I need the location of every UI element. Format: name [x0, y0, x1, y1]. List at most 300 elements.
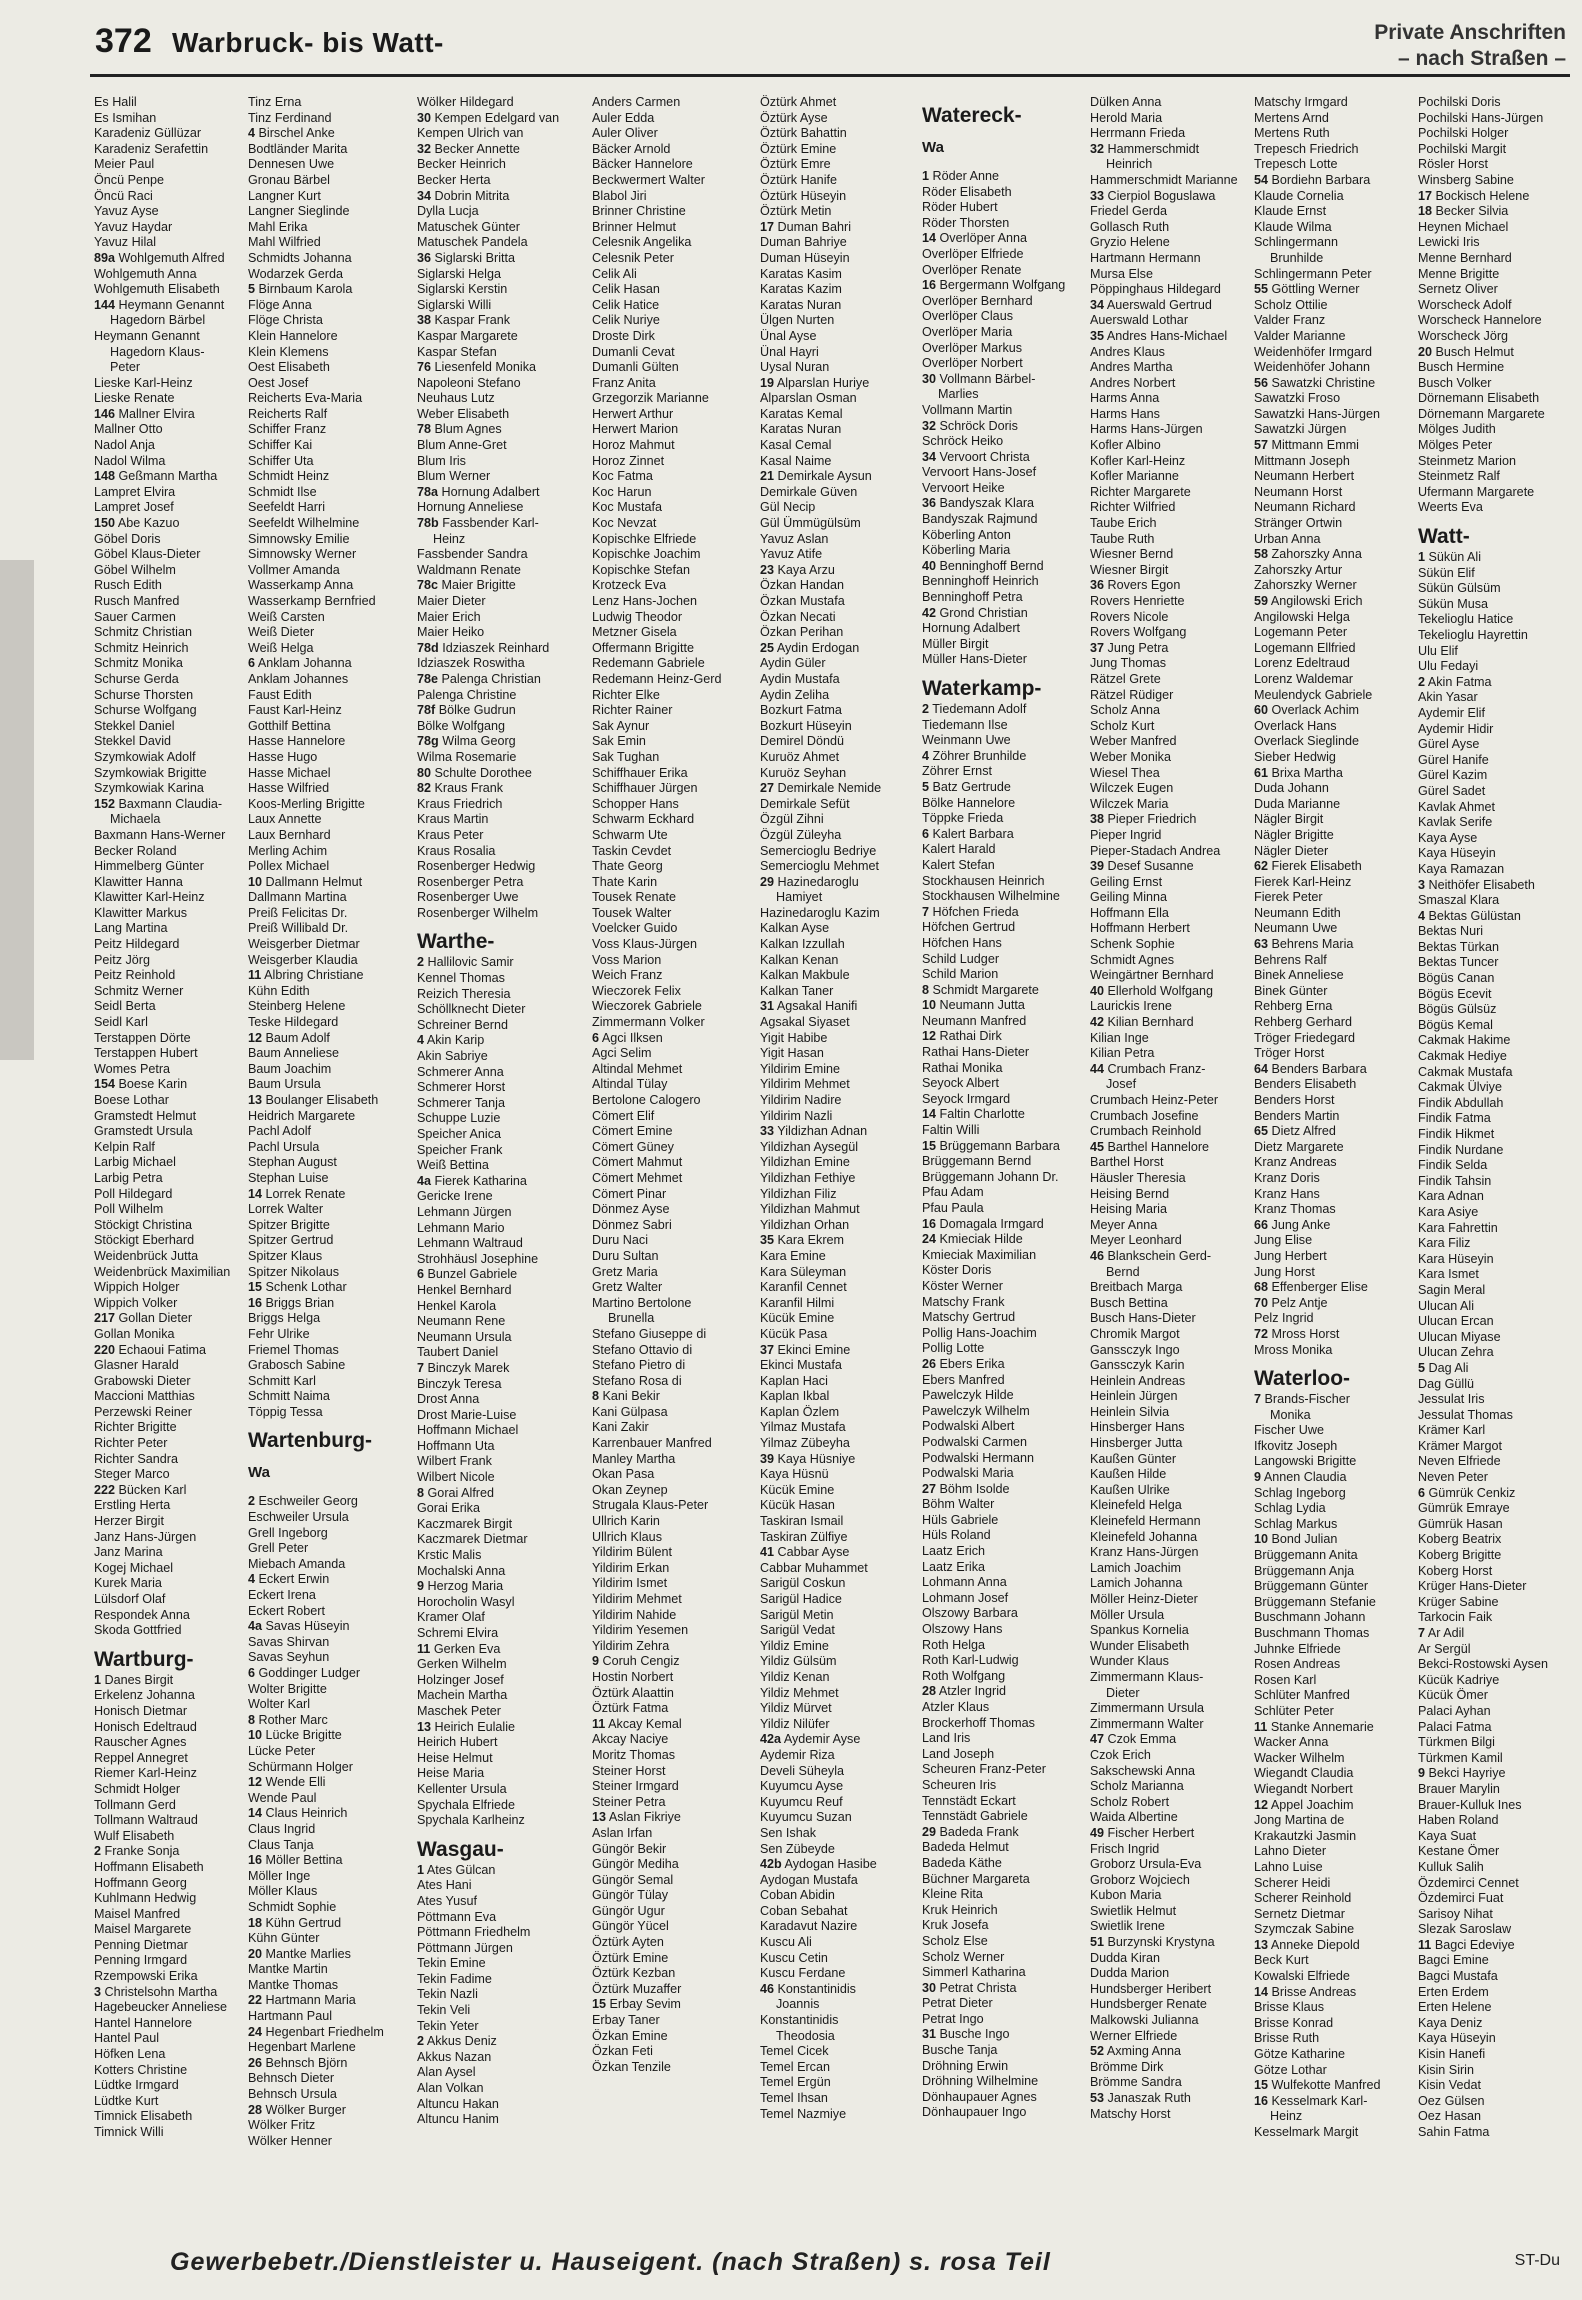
resident-name: Yildiz Kenan: [760, 1669, 830, 1684]
resident-name: Wilbert Frank: [417, 1454, 492, 1469]
directory-entry: [417, 797, 585, 813]
resident-name: Danes Birgit: [104, 1672, 174, 1687]
resident-name: Siglarski Willi: [417, 297, 492, 312]
resident-name: Sauer Carmen: [94, 609, 176, 624]
resident-name: Pöttmann Jürgen: [417, 1940, 513, 1955]
resident-name: Hundsberger Renate: [1090, 1997, 1207, 2012]
resident-name: Kalkan Taner: [760, 983, 834, 998]
resident-name: Spitzer Klaus: [248, 1248, 323, 1263]
resident-name: Grzegorzik Marianne: [592, 391, 709, 406]
directory-entry: [248, 2040, 408, 2056]
resident-name: Cabbar Ayse: [777, 1545, 850, 1560]
resident-name: Matuschek Günter: [417, 219, 520, 234]
resident-name: Bernd: [1106, 1264, 1140, 1279]
directory-entry: [1418, 1392, 1576, 1408]
resident-name: Bögüs Gülsüz: [1418, 1002, 1497, 1017]
directory-entry: [1418, 1735, 1576, 1751]
resident-name: Duman Bahri: [777, 219, 852, 234]
resident-name: Brockerhoff Thomas: [922, 1715, 1035, 1730]
resident-name: Binek Günter: [1254, 983, 1328, 998]
resident-name: Overlöper Markus: [922, 340, 1023, 355]
directory-entry: [1418, 345, 1576, 361]
directory-entry: [1090, 251, 1250, 267]
house-number: 32: [1090, 141, 1105, 156]
directory-entry: [94, 1498, 242, 1514]
directory-entry: [248, 2134, 408, 2150]
resident-name: Kilian Bernhard: [1107, 1015, 1194, 1030]
resident-name: Sarigül Vedat: [760, 1623, 835, 1638]
resident-name: Stefano Ottavio di: [592, 1342, 693, 1357]
resident-name: Gericke Irene: [417, 1189, 493, 1204]
directory-entry: [94, 485, 242, 501]
directory-entry: [248, 656, 408, 672]
resident-name: Cakmak Hediye: [1418, 1049, 1507, 1064]
resident-name: Ulucan Zehra: [1418, 1345, 1494, 1360]
resident-name: Schwarm Ute: [592, 827, 668, 842]
directory-entry: [1254, 594, 1414, 610]
resident-name: Richter Sandra: [94, 1451, 178, 1466]
resident-name: Land Iris: [922, 1731, 971, 1746]
house-number: 44: [1090, 1061, 1105, 1076]
directory-entry: [417, 2065, 585, 2081]
directory-entry: [760, 1919, 918, 1935]
resident-name: Demirel Döndü: [760, 734, 844, 749]
directory-entry: [1090, 516, 1250, 532]
resident-name: Oez Hasan: [1418, 2109, 1481, 2124]
directory-entry: [248, 2009, 408, 2025]
resident-name: Peitz Jörg: [94, 952, 150, 967]
house-number: 25: [760, 640, 775, 655]
directory-entry: [760, 1935, 918, 1951]
directory-entry: [760, 906, 918, 922]
resident-name: Kuyumcu Reuf: [760, 1794, 843, 1809]
resident-name: Janz Hans-Jürgen: [94, 1529, 197, 1544]
directory-entry: [922, 1404, 1085, 1420]
resident-name: Schröck Heiko: [922, 434, 1004, 449]
resident-name: Duman Hüseyin: [760, 250, 850, 265]
directory-entry: [1090, 1966, 1250, 1982]
directory-entry: [592, 672, 754, 688]
house-number: 4a: [248, 1619, 263, 1634]
resident-name: Hasse Hannelore: [248, 734, 346, 749]
resident-name: Ünal Hayri: [760, 344, 819, 359]
directory-entry: [1090, 1187, 1250, 1203]
resident-name: Seefeldt Harri: [248, 500, 325, 515]
resident-name: Schmidt Holger: [94, 1781, 181, 1796]
resident-name: Urban Anna: [1254, 531, 1321, 546]
resident-name: Öztürk Fatma: [592, 1701, 669, 1716]
resident-name: Wippich Holger: [94, 1280, 180, 1295]
resident-name: Bögüs Kemal: [1418, 1017, 1493, 1032]
directory-entry: [922, 2105, 1085, 2121]
directory-entry: [922, 1092, 1085, 1108]
directory-entry: [1090, 1732, 1250, 1748]
directory-entry: [94, 251, 242, 267]
resident-name: Riemer Karl-Heinz: [94, 1766, 197, 1781]
resident-name: Bektas Nuri: [1418, 924, 1484, 939]
resident-name: Matschy Gertrud: [922, 1310, 1016, 1325]
resident-name: Andres Hans-Michael: [1106, 328, 1228, 343]
house-number: 72: [1254, 1326, 1269, 1341]
directory-entry: [1090, 1592, 1250, 1608]
directory-entry: [94, 906, 242, 922]
directory-entry: [922, 1560, 1085, 1576]
resident-name: Scheuren Franz-Peter: [922, 1762, 1046, 1777]
resident-name: Overlöper Renate: [922, 262, 1022, 277]
directory-entry: [922, 2012, 1085, 2028]
directory-entry: [1254, 625, 1414, 641]
resident-name: Jung Elise: [1254, 1233, 1313, 1248]
directory-entry: [417, 2050, 585, 2066]
directory-entry: [417, 1330, 585, 1346]
directory-entry: [760, 1265, 918, 1281]
resident-name: Kaya Ramazan: [1418, 861, 1505, 876]
resident-name: Krotzeck Eva: [592, 578, 667, 593]
resident-name: Höfchen Gertrud: [922, 920, 1016, 935]
directory-entry: [1418, 422, 1576, 438]
resident-name: Reppel Annegret: [94, 1750, 188, 1765]
resident-name: Fischer Herbert: [1107, 1825, 1195, 1840]
resident-name: Akin Sabriye: [417, 1049, 488, 1064]
resident-name: Desef Susanne: [1107, 859, 1194, 874]
directory-entry: [1254, 750, 1414, 766]
resident-name: Schiffer Uta: [248, 453, 314, 468]
directory-entry: [94, 1124, 242, 1140]
directory-entry: [1254, 1343, 1414, 1359]
directory-entry: [760, 797, 918, 813]
resident-name: Scholz Ottilie: [1254, 297, 1328, 312]
directory-entry: [922, 434, 1085, 450]
directory-entry: [248, 1993, 408, 2009]
resident-name: Koc Harun: [592, 484, 652, 499]
resident-name: Meulendyck Gabriele: [1254, 687, 1373, 702]
directory-entry: [248, 766, 408, 782]
house-number: 150: [94, 516, 116, 531]
directory-entry: [1418, 1517, 1576, 1533]
resident-name: Kranz Thomas: [1254, 1202, 1336, 1217]
directory-entry: [248, 1962, 408, 1978]
resident-name: Menne Bernhard: [1418, 250, 1512, 265]
directory-entry: [1090, 1701, 1250, 1717]
resident-name: Türkmen Bilgi: [1418, 1735, 1495, 1750]
resident-name: Hammerschmidt: [1107, 141, 1200, 156]
resident-name: Birnbaum Karola: [258, 282, 353, 297]
directory-entry: [1418, 1532, 1576, 1548]
directory-entry: [94, 1436, 242, 1452]
resident-name: Steinmetz Ralf: [1418, 469, 1500, 484]
resident-name: Breitbach Marga: [1090, 1280, 1183, 1295]
entry-continuation: [1090, 157, 1250, 173]
directory-entry: [760, 282, 918, 298]
directory-entry: [1418, 2016, 1576, 2032]
directory-entry: [1090, 1498, 1250, 1514]
directory-entry: [922, 590, 1085, 606]
directory-entry: [94, 641, 242, 657]
directory-entry: [417, 1798, 585, 1814]
resident-name: Özkan Necati: [760, 609, 836, 624]
resident-name: Tousek Renate: [592, 890, 677, 905]
street-heading: Wasgau-: [417, 1837, 504, 1861]
resident-name: Özdemirci Cennet: [1418, 1875, 1519, 1890]
resident-name: Schmitz Werner: [94, 983, 184, 998]
resident-name: Yildizhan Emine: [760, 1155, 850, 1170]
resident-name: Gretz Walter: [592, 1280, 663, 1295]
resident-name: Barthel Horst: [1090, 1155, 1164, 1170]
resident-name: Matschy Irmgard: [1254, 95, 1348, 109]
directory-entry: [922, 465, 1085, 481]
directory-entry: [760, 1327, 918, 1343]
house-number: 14: [922, 231, 937, 246]
resident-name: Cömert Emine: [592, 1124, 673, 1139]
directory-entry: [592, 1842, 754, 1858]
directory-entry: [1090, 313, 1250, 329]
directory-entry: [1418, 438, 1576, 454]
resident-name: Malkowski Julianna: [1090, 2013, 1199, 2028]
resident-name: Wiegandt Claudia: [1254, 1766, 1354, 1781]
directory-entry: [760, 1140, 918, 1156]
resident-name: Badeda Helmut: [922, 1840, 1009, 1855]
directory-entry: [592, 625, 754, 641]
resident-name: Simmerl Katharina: [922, 1965, 1026, 1980]
resident-name: Kilian Petra: [1090, 1046, 1155, 1061]
directory-entry: [1090, 1951, 1250, 1967]
resident-name: Logemann Peter: [1254, 625, 1348, 640]
resident-name: Roth Helga: [922, 1637, 986, 1652]
resident-name: Aydin Erdogan: [776, 640, 860, 655]
directory-entry: [1090, 1935, 1250, 1951]
resident-name: Duru Naci: [592, 1233, 648, 1248]
resident-name: Mittmann Emmi: [1271, 438, 1359, 453]
resident-name: Hinsberger Jutta: [1090, 1436, 1183, 1451]
directory-entry: [592, 1997, 754, 2013]
resident-name: Kraus Frank: [434, 781, 504, 796]
resident-name: Stanke Annemarie: [1270, 1719, 1374, 1734]
resident-name: Sarigül Metin: [760, 1607, 834, 1622]
resident-name: Wohlgemuth Elisabeth: [94, 282, 220, 297]
resident-name: Güngör Tülay: [592, 1888, 669, 1903]
directory-entry: [1090, 204, 1250, 220]
resident-name: Temel Ihsan: [760, 2091, 828, 2105]
directory-entry: [1090, 563, 1250, 579]
directory-entry: [1254, 1470, 1414, 1486]
directory-entry: [94, 1813, 242, 1829]
directory-entry: [1090, 999, 1250, 1015]
directory-entry: [1090, 2013, 1250, 2029]
directory-entry: [1254, 921, 1414, 937]
directory-entry: [592, 1982, 754, 1998]
directory-entry: [417, 890, 585, 906]
resident-name: Yildiz Gülsüm: [760, 1654, 837, 1669]
directory-entry: [1418, 251, 1576, 267]
directory-entry: [417, 1221, 585, 1237]
resident-name: Heymann Genannt: [118, 297, 225, 312]
directory-entry: [94, 594, 242, 610]
directory-entry: [760, 1467, 918, 1483]
resident-name: Dumanli Cevat: [592, 344, 675, 359]
resident-name: Yildizhan Mahmut: [760, 1202, 860, 1217]
resident-name: Buschmann Thomas: [1254, 1626, 1370, 1640]
house-number: 144: [94, 297, 116, 312]
resident-name: Savas Seyhun: [248, 1650, 330, 1665]
house-number: 46: [1090, 1248, 1105, 1263]
resident-name: Behrens Ralf: [1254, 952, 1327, 967]
directory-entry: [760, 1639, 918, 1655]
directory-entry: [760, 1717, 918, 1733]
house-number: 15: [248, 1280, 263, 1295]
resident-name: Krüger Sabine: [1418, 1594, 1499, 1609]
directory-entry: [1254, 2000, 1414, 2016]
resident-name: Klaude Wilma: [1254, 219, 1332, 234]
directory-entry: [760, 1686, 918, 1702]
resident-name: Demirkale Nemide: [777, 781, 882, 796]
resident-name: Laatz Erich: [922, 1544, 985, 1559]
resident-name: Kalkan Kenan: [760, 952, 839, 967]
directory-entry: [94, 1077, 242, 1093]
directory-entry: [417, 563, 585, 579]
directory-entry: [94, 1483, 242, 1499]
directory-entry: [760, 999, 918, 1015]
resident-name: Pochilski Doris: [1418, 95, 1501, 109]
resident-name: Szymkowiak Adolf: [94, 749, 196, 764]
directory-entry: [1090, 469, 1250, 485]
resident-name: Möller Inge: [248, 1868, 311, 1883]
resident-name: Ar Adil: [1427, 1626, 1465, 1640]
resident-name: Wende Elli: [265, 1775, 326, 1790]
resident-name: Celik Hasan: [592, 282, 660, 297]
resident-name: Flöge Anna: [248, 297, 312, 312]
directory-entry: [1254, 1296, 1414, 1312]
resident-name: Schulte Dorothee: [434, 765, 532, 780]
directory-entry: [94, 719, 242, 735]
directory-entry: [1418, 955, 1576, 971]
directory-entry: [1418, 1236, 1576, 1252]
resident-name: Karatas Nuran: [760, 297, 842, 312]
resident-name: Okan Zeynep: [592, 1482, 668, 1497]
resident-name: Michaela: [110, 812, 161, 827]
resident-name: Weidenhöfer Johann: [1254, 360, 1370, 375]
directory-entry: [417, 1111, 585, 1127]
directory-entry: [1254, 1392, 1414, 1408]
directory-entry: [94, 1389, 242, 1405]
resident-name: Dag Güllü: [1418, 1376, 1475, 1391]
directory-entry: [592, 516, 754, 532]
directory-entry: [1418, 1033, 1576, 1049]
directory-entry: [417, 1377, 585, 1393]
directory-entry: [248, 2025, 408, 2041]
directory-entry: [1418, 1688, 1576, 1704]
resident-name: Geiling Ernst: [1090, 874, 1163, 889]
resident-name: Tekin Veli: [417, 2003, 471, 2018]
resident-name: Terstappen Dörte: [94, 1030, 191, 1045]
directory-entry: [592, 173, 754, 189]
directory-entry: [1090, 282, 1250, 298]
resident-name: Schmitz Monika: [94, 656, 183, 671]
resident-name: Henkel Karola: [417, 1298, 497, 1313]
resident-name: Kücük Ömer: [1418, 1688, 1488, 1703]
directory-entry: [1418, 220, 1576, 236]
directory-entry: [417, 1501, 585, 1517]
resident-name: Blum Iris: [417, 453, 466, 468]
directory-entry: [417, 844, 585, 860]
resident-name: Steiner Petra: [592, 1794, 666, 1809]
directory-entry: [417, 1127, 585, 1143]
directory-entry: [922, 169, 1085, 185]
directory-entry: [248, 906, 408, 922]
resident-name: Fischer Uwe: [1254, 1423, 1324, 1438]
resident-name: Land Joseph: [922, 1746, 995, 1761]
resident-name: Klein Hannelore: [248, 328, 338, 343]
resident-name: Friemel Thomas: [248, 1342, 339, 1357]
directory-entry: [1418, 581, 1576, 597]
house-number: 14: [922, 1107, 937, 1122]
resident-name: Laurickis Irene: [1090, 999, 1172, 1014]
directory-entry: [248, 890, 408, 906]
resident-name: Claus Tanja: [248, 1837, 314, 1852]
house-number: 42b: [760, 1857, 782, 1872]
resident-name: Wilbert Nicole: [417, 1470, 495, 1485]
resident-name: Karatas Kasim: [760, 266, 842, 281]
resident-name: Hoffmann Michael: [417, 1423, 519, 1438]
resident-name: Ulucan Ercan: [1418, 1314, 1494, 1329]
resident-name: Meyer Anna: [1090, 1217, 1158, 1232]
resident-name: Schuppe Luzie: [417, 1111, 501, 1126]
resident-name: Dörnemann Elisabeth: [1418, 391, 1540, 406]
resident-name: Baum Adolf: [265, 1030, 330, 1045]
directory-entry: [1090, 1467, 1250, 1483]
resident-name: Auler Edda: [592, 110, 655, 125]
directory-entry: [1090, 625, 1250, 641]
resident-name: Aslan Fikriye: [608, 1810, 681, 1825]
directory-entry: [417, 1299, 585, 1315]
resident-name: Szymkowiak Karina: [94, 781, 204, 796]
resident-name: Ebers Erika: [939, 1356, 1005, 1371]
resident-name: Mertens Arnd: [1254, 110, 1329, 125]
resident-name: Kühn Günter: [248, 1931, 320, 1946]
resident-name: Tollmann Waltraud: [94, 1813, 198, 1828]
house-number: 11: [1418, 1937, 1432, 1952]
directory-entry: [1418, 1829, 1576, 1845]
directory-entry: [922, 1653, 1085, 1669]
resident-name: Ifkovitz Joseph: [1254, 1438, 1338, 1453]
resident-name: Wunder Elisabeth: [1090, 1638, 1190, 1653]
directory-entry: [94, 454, 242, 470]
resident-name: Pelz Antje: [1271, 1295, 1328, 1310]
directory-entry: [922, 2090, 1085, 2106]
resident-name: Jong Martina de: [1254, 1813, 1345, 1828]
directory-entry: [417, 1956, 585, 1972]
directory-entry: [94, 1907, 242, 1923]
resident-name: Celesnik Angelika: [592, 235, 692, 250]
directory-entry: [417, 955, 585, 971]
resident-name: Gronau Bärbel: [248, 172, 330, 187]
resident-name: Temel Nazmiye: [760, 2106, 847, 2121]
resident-name: Behrens Maria: [1271, 937, 1354, 952]
resident-name: Findik Fatma: [1418, 1111, 1491, 1126]
directory-entry: [592, 766, 754, 782]
directory-entry: [760, 1592, 918, 1608]
directory-entry: [922, 1435, 1085, 1451]
house-number: 35: [1090, 328, 1105, 343]
directory-entry: [1418, 111, 1576, 127]
resident-name: Droste Dirk: [592, 328, 655, 343]
resident-name: Kavlak Ahmet: [1418, 799, 1496, 814]
resident-name: Aydemir Elif: [1418, 705, 1485, 720]
directory-entry: [1418, 1501, 1576, 1517]
directory-entry: [417, 485, 585, 501]
resident-name: Akcay Naciye: [592, 1732, 669, 1747]
directory-entry: [1254, 1548, 1414, 1564]
resident-name: Ulu Elif: [1418, 643, 1458, 658]
